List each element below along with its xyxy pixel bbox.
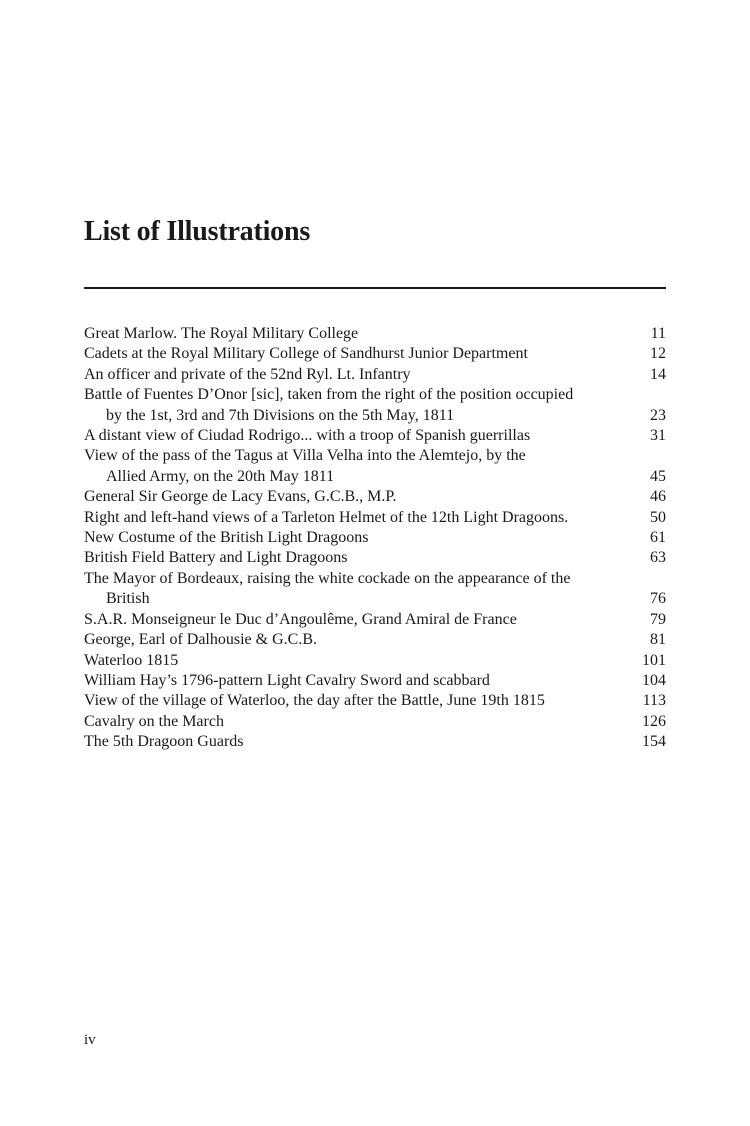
list-item: [84, 446, 666, 487]
entry-page-number: 11: [650, 325, 666, 342]
entry-page-number: 126: [642, 712, 666, 730]
entry-page-number: 46: [650, 488, 666, 506]
entry-page-number: 23: [650, 406, 666, 424]
entry-caption: General Sir George de Lacy Evans, G.C.B., M.P.: [84, 488, 397, 506]
entry-page-number: 113: [642, 692, 666, 710]
entry-caption: An officer and private of the 52nd Ryl. Lt. Infantry: [84, 365, 411, 383]
page-folio: iv: [84, 1032, 96, 1048]
list-item: [84, 385, 666, 426]
entry-page-number: 12: [650, 345, 666, 363]
list-item: [84, 426, 666, 446]
entry-page-number: 104: [642, 671, 666, 689]
list-item: [84, 610, 666, 630]
list-item: [84, 528, 666, 548]
list-item: [84, 732, 666, 752]
entry-caption: British: [106, 590, 150, 608]
entry-caption: New Costume of the British Light Dragoons: [84, 529, 369, 547]
list-item: [84, 569, 666, 610]
list-item: [84, 651, 666, 671]
entry-caption: Battle of Fuentes D’Onor [sic], taken from the right of the position occupied: [84, 386, 574, 404]
list-item: [84, 508, 666, 528]
entry-caption: S.A.R. Monseigneur le Duc d’Angoulême, Grand Amiral de France: [84, 610, 517, 628]
entry-page-number: 81: [650, 631, 666, 649]
entry-caption: Cadets at the Royal Military College of Sandhurst Junior Department: [84, 345, 528, 363]
entry-caption: View of the village of Waterloo, the day after the Battle, June 19th 1815: [84, 692, 545, 710]
entry-caption: View of the pass of the Tagus at Villa Velha into the Alemtejo, by the: [84, 447, 526, 465]
entry-caption: The 5th Dragoon Guards: [84, 733, 244, 751]
list-item: [84, 691, 666, 711]
list-item: [84, 630, 666, 650]
entry-caption: Allied Army, on the 20th May 1811: [106, 467, 335, 485]
title-rule: [84, 287, 666, 289]
entry-page-number: 76: [650, 590, 666, 608]
entry-caption: The Mayor of Bordeaux, raising the white cockade on the appearance of the: [84, 569, 571, 587]
entry-page-number: 154: [642, 733, 666, 751]
list-item: [84, 487, 666, 507]
entry-caption: by the 1st, 3rd and 7th Divisions on the 5th May, 1811: [106, 406, 455, 424]
entry-page-number: 101: [642, 651, 666, 669]
entry-caption: Waterloo 1815: [84, 651, 179, 669]
entry-page-number: 61: [650, 529, 666, 547]
entry-caption: William Hay’s 1796-pattern Light Cavalry Sword and scabbard: [84, 671, 490, 689]
entry-page-number: 79: [650, 610, 666, 628]
entry-caption: Cavalry on the March: [84, 712, 224, 730]
entry-page-number: 50: [650, 508, 666, 526]
list-item: [84, 548, 666, 568]
list-item: [84, 712, 666, 732]
entry-caption: Right and left-hand views of a Tarleton Helmet of the 12th Light Dragoons.: [84, 508, 569, 526]
entry-caption: Great Marlow. The Royal Military College: [84, 325, 359, 342]
entry-caption: George, Earl of Dalhousie & G.C.B.: [84, 631, 317, 649]
illustration-list: [84, 324, 666, 753]
page-title: List of Illustrations: [84, 216, 311, 247]
list-item: [84, 365, 666, 385]
list-item: [84, 344, 666, 364]
list-item: [84, 324, 666, 344]
entry-caption: A distant view of Ciudad Rodrigo... with a troop of Spanish guerrillas: [84, 427, 531, 445]
entry-page-number: 31: [650, 427, 666, 445]
entry-page-number: 63: [650, 549, 666, 567]
entry-page-number: 45: [650, 467, 666, 485]
entry-page-number: 14: [650, 365, 666, 383]
entry-caption: British Field Battery and Light Dragoons: [84, 549, 348, 567]
list-item: [84, 671, 666, 691]
